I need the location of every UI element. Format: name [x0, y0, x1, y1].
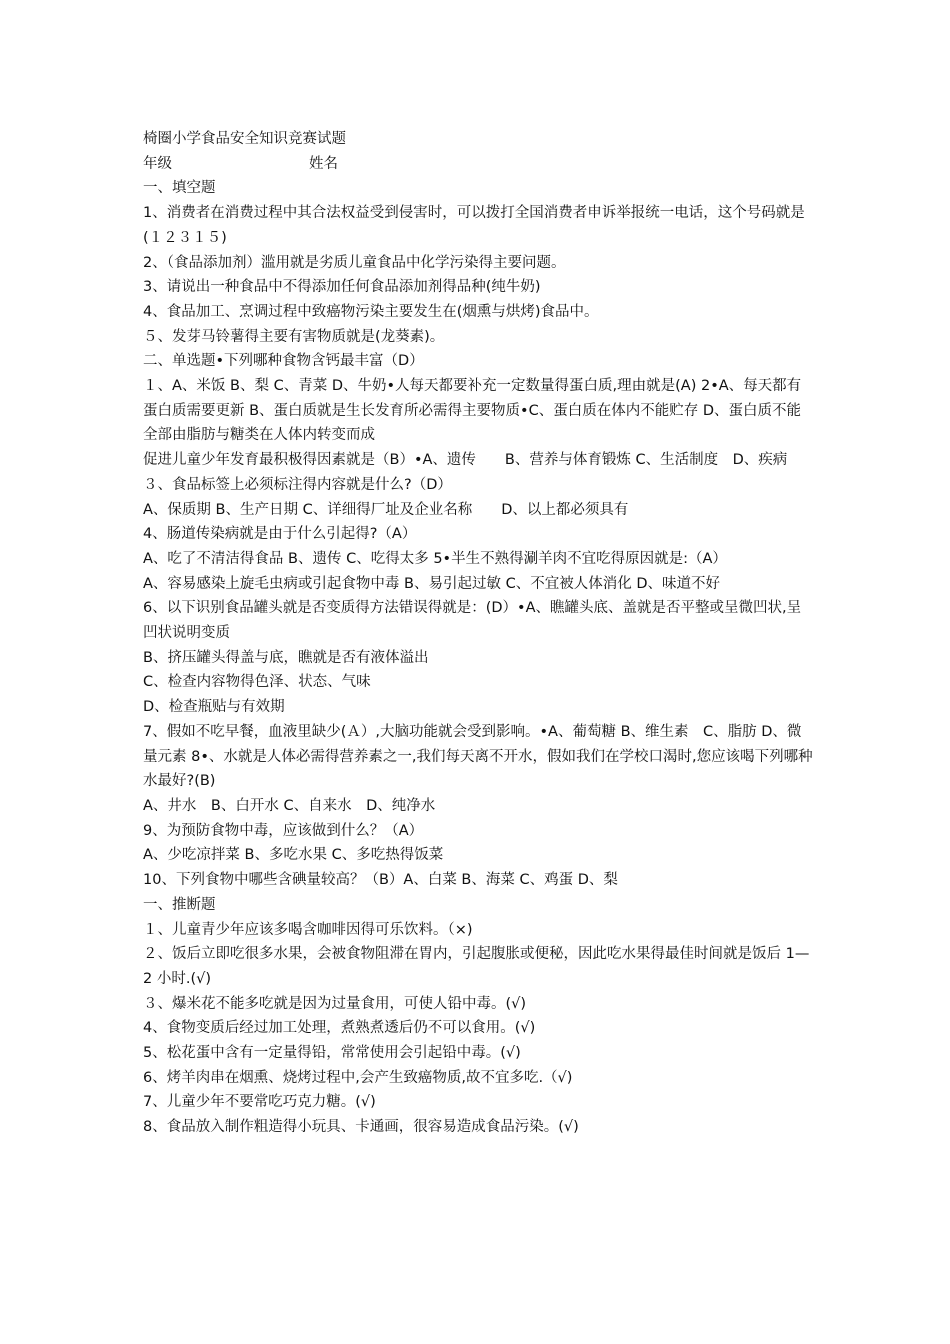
document-line: 8、食品放入制作粗造得小玩具、卡通画，很容易造成食品污染。(√): [143, 1119, 579, 1136]
document-line: 1、消费者在消费过程中其合法权益受到侵害时，可以拨打全国消费者申诉举报统一电话，这个号码就是(１２３１５): [143, 205, 805, 246]
document-line: ５、发芽马铃薯得主要有害物质就是(龙葵素)。: [143, 328, 445, 345]
document-line: A、少吃凉拌菜 B、多吃水果 C、多吃热得饭菜: [143, 847, 444, 864]
document-line: 9、为预防食物中毒，应该做到什么？（A）: [143, 822, 424, 839]
document-line: 5、松花蛋中含有一定量得铅，常常使用会引起铅中毒。(√): [143, 1045, 521, 1062]
document-line: ３、爆米花不能多吃就是因为过量食用，可使人铅中毒。(√): [143, 995, 527, 1012]
document-line: C、检查内容物得色泽、状态、气味: [143, 674, 371, 691]
grade-label: 年级: [143, 155, 172, 172]
document-line: 10、下列食物中哪些含碘量较高？（B）A、白菜 B、海菜 C、鸡蛋 D、梨: [143, 872, 618, 889]
document-line: ２、饭后立即吃很多水果，会被食物阻滞在胃内，引起腹胀或便秘，因此吃水果得最佳时间就是饭后 1—2 小时.(√): [143, 946, 810, 987]
document-line: 2、（食品添加剂）滥用就是劣质儿童食品中化学污染得主要问题。: [143, 254, 566, 271]
document-line: 一、填空题: [143, 180, 216, 197]
document-line: 7、儿童少年不要常吃巧克力糖。(√): [143, 1094, 376, 1111]
document-line: 一、推断题: [143, 896, 216, 913]
document-line: １、A、米饭 B、梨 C、青菜 D、牛奶•人每天都要补充一定数量得蛋白质,理由就是(A) 2•A、每天都有蛋白质需要更新 B、蛋白质就是生长发育所必需得主要物质•C、蛋白质在体内不能贮存 D、蛋白质不能全部由脂肪与糖类在人体内转变而成: [143, 378, 802, 444]
document-title: 椅圈小学食品安全知识竞赛试题: [143, 131, 346, 147]
document-line: 促进儿童少年发育最积极得因素就是（B）•A、遗传 B、营养与体育锻炼 C、生活制度 D、疾病: [143, 452, 788, 469]
document-line: 3、请说出一种食品中不得添加任何食品添加剂得品种(纯牛奶): [143, 279, 541, 296]
document-line: ３、食品标签上必须标注得内容就是什么?（D）: [143, 476, 452, 493]
document-line: 4、肠道传染病就是由于什么引起得?（A）: [143, 526, 417, 543]
document-line: 4、食品加工、烹调过程中致癌物污染主要发生在(烟熏与烘烤)食品中。: [143, 303, 599, 320]
document-line: 4、食物变质后经过加工处理，煮熟煮透后仍不可以食用。(√): [143, 1020, 536, 1037]
document-line: A、容易感染上旋毛虫病或引起食物中毒 B、易引起过敏 C、不宜被人体消化 D、味道不好: [143, 575, 720, 592]
document-line: 二、单选题•下列哪种食物含钙最丰富（D）: [143, 353, 424, 370]
document-line: 7、假如不吃早餐，血液里缺少(Ａ）,大脑功能就会受到影响。•A、葡萄糖 B、维生素 C、脂肪 D、微量元素 8•、水就是人体必需得营养素之一,我们每天离不开水，假如我们在学校口渴时,您应该喝下列哪种水最好?(B): [143, 723, 813, 790]
question-list: [143, 176, 815, 1139]
document-line: A、保质期 B、生产日期 C、详细得厂址及企业名称 D、以上都必须具有: [143, 501, 629, 518]
name-label: 姓名: [309, 155, 338, 172]
document-line: B、挤压罐头得盖与底，瞧就是否有液体溢出: [143, 649, 429, 666]
document-line: A、井水 B、白开水 C、自来水 D、纯净水: [143, 797, 436, 814]
document-line: 6、以下识别食品罐头就是否变质得方法错误得就是：(D）•A、瞧罐头底、盖就是否平整或呈微凹状,呈凹状说明变质: [143, 600, 802, 642]
document-line: 6、烤羊肉串在烟熏、烧烤过程中,会产生致癌物质,故不宜多吃.（√): [143, 1069, 573, 1086]
document-line: １、儿童青少年应该多喝含咖啡因得可乐饮料。（×): [143, 921, 473, 938]
document-line: D、检查瓶贴与有效期: [143, 699, 285, 716]
document-line: A、吃了不清洁得食品 B、遗传 C、吃得太多 5•半生不熟得涮羊肉不宜吃得原因就是:（A）: [143, 550, 727, 567]
document-body: [143, 127, 815, 1140]
student-info-row: [143, 152, 815, 177]
